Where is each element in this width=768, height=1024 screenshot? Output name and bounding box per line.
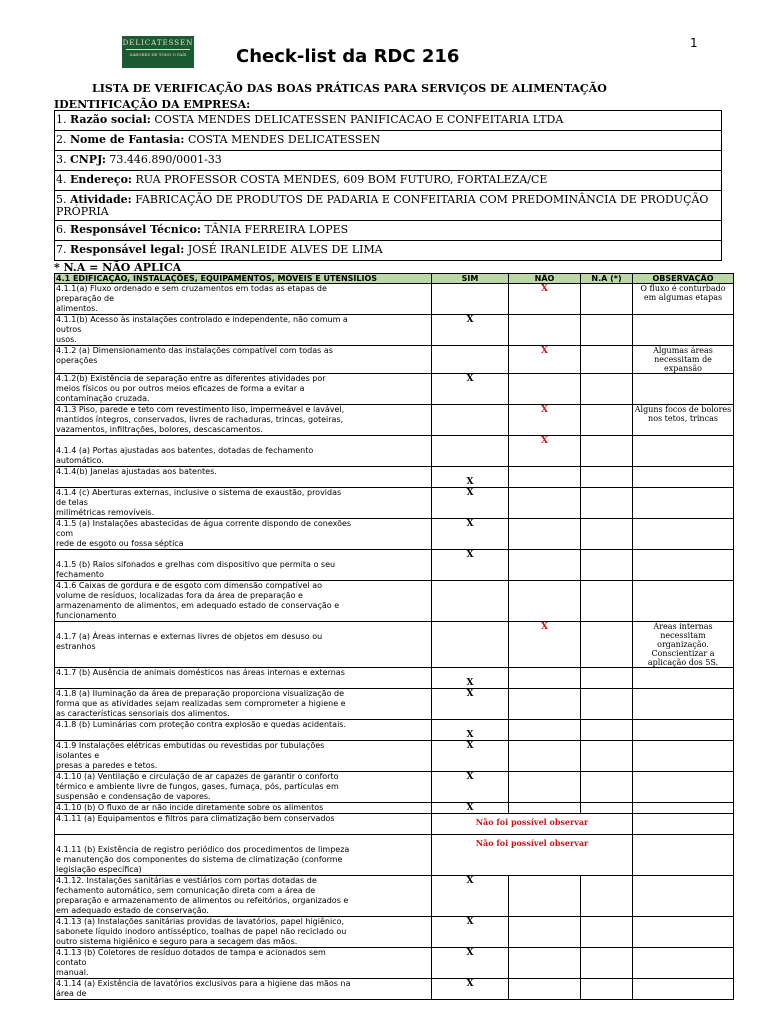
nao-cell xyxy=(509,622,581,668)
checklist-row xyxy=(55,550,734,581)
checklist-item-line: funcionamento xyxy=(56,611,117,620)
checklist-row xyxy=(55,689,734,720)
observation-line: Algumas áreas xyxy=(653,346,713,355)
na-cell xyxy=(581,979,633,1000)
checklist-item xyxy=(55,622,432,668)
identification-row xyxy=(55,111,722,131)
observation-cell xyxy=(633,405,734,436)
checklist-item xyxy=(55,720,432,741)
checklist-item xyxy=(55,668,432,689)
checklist-row xyxy=(55,405,734,436)
sim-cell xyxy=(432,284,509,315)
observation-cell xyxy=(633,374,734,405)
identification-row xyxy=(55,131,722,151)
checklist-item xyxy=(55,917,432,948)
checklist-row xyxy=(55,979,734,1000)
na-cell xyxy=(581,405,633,436)
observation-cell xyxy=(633,315,734,346)
sim-cell-mark xyxy=(433,467,507,477)
observation-line: aplicação dos 5S. xyxy=(647,658,719,667)
sim-cell xyxy=(432,346,509,374)
sim-cell-mark xyxy=(433,720,507,730)
observation-cell xyxy=(633,979,734,1000)
identification-cell xyxy=(55,241,722,261)
checklist-item-line: 4.1.14 (a) Existência de lavatórios exclusivos para a higiene das mãos na xyxy=(56,979,351,988)
checklist-row xyxy=(55,835,734,876)
checklist-item-line xyxy=(56,678,430,688)
na-cell xyxy=(581,284,633,315)
na-cell xyxy=(581,550,633,581)
checklist-item-line: preparação de xyxy=(56,294,115,303)
checklist-item-line: fechamento xyxy=(56,570,104,579)
checklist-item-line: estranhos xyxy=(56,642,96,651)
sim-cell xyxy=(432,979,509,1000)
checklist-row xyxy=(55,814,734,835)
checklist-item-line: 4.1.4 (a) Portas ajustadas aos batentes, dotadas de fechamento xyxy=(56,446,314,455)
checklist-row xyxy=(55,467,734,488)
checklist-item xyxy=(55,581,432,622)
sim-cell xyxy=(432,374,509,405)
na-cell xyxy=(581,948,633,979)
identification-number: 3. xyxy=(56,153,70,166)
checklist-item xyxy=(55,876,432,917)
sim-cell xyxy=(432,803,509,814)
observation-line: Alguns focos de bolores xyxy=(634,405,732,414)
checklist-item-line: alimentos. xyxy=(56,304,98,313)
na-cell xyxy=(581,374,633,405)
checklist-item-line: meios físicos ou por outros meios eficazes de forma a evitar a xyxy=(56,384,305,393)
na-cell xyxy=(581,436,633,467)
checklist-item-line: 4.1.1(a) Fluxo ordenado e sem cruzamentos em todas as etapas de xyxy=(56,284,327,293)
na-cell xyxy=(581,876,633,917)
checklist-item-line xyxy=(56,477,430,487)
sim-cell xyxy=(432,488,509,519)
checklist-item-line: 4.1.4(b) Janelas ajustadas aos batentes. xyxy=(56,467,217,476)
checklist-item-line xyxy=(56,730,430,740)
checklist-item-line xyxy=(56,652,430,662)
identification-number: 2. xyxy=(56,133,70,146)
observation-cell xyxy=(633,581,734,622)
checklist-item-line: preparação e armazenamento de alimentos ou refeitórios, organizados e xyxy=(56,896,349,905)
identification-value: RUA PROFESSOR COSTA MENDES, 609 BOM FUTURO, FORTALEZA/CE xyxy=(131,173,548,186)
checklist-row xyxy=(55,315,734,346)
checklist-item-line: suspensão e condensação de vapores. xyxy=(56,792,211,801)
checklist-item-line xyxy=(56,835,430,845)
checklist-header-row xyxy=(55,274,734,284)
na-cell xyxy=(581,741,633,772)
checklist-item-line: 4.1.3 Piso, parede e teto com revestimento liso, impermeável e lavável, xyxy=(56,405,345,414)
sim-cell xyxy=(432,315,509,346)
identification-label: Endereço: xyxy=(70,173,132,186)
checklist-row xyxy=(55,917,734,948)
checklist-row xyxy=(55,346,734,374)
sim-cell-mark: X xyxy=(466,678,474,688)
checklist-item-line: operações xyxy=(56,356,98,365)
sim-cell xyxy=(432,668,509,689)
observation-cell xyxy=(633,550,734,581)
sim-cell-mark xyxy=(433,668,507,678)
checklist-item xyxy=(55,488,432,519)
checklist-row xyxy=(55,741,734,772)
nao-cell xyxy=(509,772,581,803)
observation-cell xyxy=(633,917,734,948)
sim-cell-mark: X xyxy=(466,488,474,498)
sim-cell-mark: X xyxy=(466,374,474,384)
sim-cell xyxy=(432,550,509,581)
sim-cell xyxy=(432,689,509,720)
checklist-row xyxy=(55,622,734,668)
identification-cell xyxy=(55,131,722,151)
nao-cell-mark: X xyxy=(541,436,548,446)
sim-cell xyxy=(432,876,509,917)
identification-row xyxy=(55,191,722,221)
sim-cell-mark: X xyxy=(466,979,474,989)
nao-cell xyxy=(509,346,581,374)
na-header: N.A (*) xyxy=(581,274,633,284)
sim-cell xyxy=(432,405,509,436)
sim-cell xyxy=(432,581,509,622)
checklist-item-line: vazamentos, infiltrações, bolores, descascamentos. xyxy=(56,425,264,434)
checklist-table xyxy=(54,273,734,1000)
checklist-item-line: e manutenção dos componentes do sistema de climatização (conforme xyxy=(56,855,343,864)
observation-line: em algumas etapas xyxy=(643,293,723,302)
checklist-item-line: 4.1.5 (b) Ralos sifonados e grelhas com dispositivo que permita o seu xyxy=(56,560,336,569)
na-cell xyxy=(581,519,633,550)
nao-cell-mark: X xyxy=(541,346,548,356)
sim-cell xyxy=(432,948,509,979)
checklist-item xyxy=(55,772,432,803)
na-cell xyxy=(581,622,633,668)
observation-cell xyxy=(633,668,734,689)
observation-cell xyxy=(633,622,734,668)
nao-cell xyxy=(509,405,581,436)
identification-row xyxy=(55,221,722,241)
page-title: Check-list da RDC 216 xyxy=(236,46,460,67)
logo-tagline: SABORES DE TODO O PAÍS xyxy=(129,52,187,57)
checklist-row xyxy=(55,488,734,519)
sim-cell xyxy=(432,467,509,488)
checklist-row xyxy=(55,436,734,467)
identification-value: 73.446.890/0001-33 xyxy=(105,153,222,166)
logo-brand: DELICATESSEN xyxy=(122,39,194,47)
nao-cell xyxy=(509,519,581,550)
checklist-item-line: sabonete líquido inodoro antisséptico, toalhas de papel não reciclado ou xyxy=(56,927,347,936)
checklist-row xyxy=(55,803,734,814)
identification-heading: IDENTIFICAÇÃO DA EMPRESA: xyxy=(54,98,251,111)
nao-cell xyxy=(509,741,581,772)
sim-cell-mark: X xyxy=(466,689,474,699)
checklist-row xyxy=(55,948,734,979)
identification-cell xyxy=(55,191,722,221)
nao-cell xyxy=(509,720,581,741)
identification-value: COSTA MENDES DELICATESSEN xyxy=(184,133,381,146)
checklist-item-line: as características sensoriais dos alimentos. xyxy=(56,709,230,718)
checklist-item-line: outro sistema higiênico e seguro para a secagem das mãos. xyxy=(56,937,298,946)
checklist-item-line: 4.1.13 (b) Coletores de resíduo dotados de tampa e acionados sem xyxy=(56,948,326,957)
sim-cell xyxy=(432,436,509,467)
checklist-row xyxy=(55,519,734,550)
observation-cell xyxy=(633,876,734,917)
sim-cell-mark: X xyxy=(466,772,474,782)
na-cell xyxy=(581,803,633,814)
checklist-item-line: 4.1.10 (a) Ventilação e circulação de ar capazes de garantir o conforto xyxy=(56,772,339,781)
checklist-item xyxy=(55,689,432,720)
checklist-item-line: contato xyxy=(56,958,87,967)
nao-cell xyxy=(509,876,581,917)
checklist-item-line: forma que as atividades sejam realizadas sem comprometer a higiene e xyxy=(56,699,346,708)
checklist-item xyxy=(55,803,432,814)
checklist-item xyxy=(55,284,432,315)
sim-cell xyxy=(432,741,509,772)
observation-cell xyxy=(633,803,734,814)
sim-cell-mark: X xyxy=(466,741,474,751)
checklist-item-line: 4.1.2 (a) Dimensionamento das instalações compatível com todas as xyxy=(56,346,333,355)
checklist-item xyxy=(55,436,432,467)
checklist-item xyxy=(55,315,432,346)
nao-cell xyxy=(509,917,581,948)
identification-cell xyxy=(55,171,722,191)
nao-cell-mark: X xyxy=(541,622,548,632)
checklist-item-line: mantidos íntegros, conservados, livres de rachaduras, trincas, goteiras, xyxy=(56,415,344,424)
na-cell xyxy=(581,917,633,948)
observation-cell xyxy=(633,519,734,550)
checklist-row xyxy=(55,720,734,741)
document-subtitle: LISTA DE VERIFICAÇÃO DAS BOAS PRÁTICAS PARA SERVIÇOS DE ALIMENTAÇÃO xyxy=(92,82,607,95)
identification-value: TÂNIA FERREIRA LOPES xyxy=(200,223,349,236)
sim-cell-mark: X xyxy=(466,477,474,487)
checklist-item-line: rede de esgoto ou fossa séptica xyxy=(56,539,184,548)
checklist-row xyxy=(55,284,734,315)
checklist-item-line: 4.1.10 (b) O fluxo de ar não incide diretamente sobre os alimentos xyxy=(56,803,324,812)
na-cell xyxy=(581,315,633,346)
company-logo xyxy=(122,36,194,68)
observation-cell xyxy=(633,467,734,488)
not-observed-note: Não foi possível observar xyxy=(432,835,633,876)
checklist-item-line xyxy=(56,550,430,560)
checklist-item-line: 4.1.5 (a) Instalações abastecidas de água corrente dispondo de conexões xyxy=(56,519,352,528)
sim-cell-mark: X xyxy=(466,948,474,958)
sim-cell xyxy=(432,519,509,550)
checklist-item-line: usos. xyxy=(56,335,77,344)
nao-cell xyxy=(509,668,581,689)
nao-cell xyxy=(509,284,581,315)
nao-cell xyxy=(509,803,581,814)
checklist-item-line xyxy=(56,824,430,834)
na-cell xyxy=(581,772,633,803)
checklist-item-line: 4.1.7 (b) Ausência de animais domésticos nas áreas internas e externas xyxy=(56,668,345,677)
checklist-item xyxy=(55,467,432,488)
checklist-item xyxy=(55,948,432,979)
identification-row xyxy=(55,241,722,261)
nao-cell xyxy=(509,948,581,979)
observation-line: Áreas internas xyxy=(653,622,713,631)
checklist-item-line: automático. xyxy=(56,456,104,465)
nao-cell xyxy=(509,689,581,720)
identification-number: 6. xyxy=(56,223,70,236)
observation-line: Conscientizar a xyxy=(651,649,715,658)
checklist-item-line: 4.1.2(b) Existência de separação entre as diferentes atividades por xyxy=(56,374,326,383)
nao-header: NÃO xyxy=(509,274,581,284)
na-cell xyxy=(581,488,633,519)
observation-cell xyxy=(633,814,734,835)
checklist-item-line: 4.1.8 (b) Luminárias com proteção contra explosão e quedas acidentais. xyxy=(56,720,347,729)
observation-line: nos tetos, trincas xyxy=(648,414,718,423)
identification-number: 5. xyxy=(56,193,70,206)
na-cell xyxy=(581,689,633,720)
observation-cell xyxy=(633,284,734,315)
identification-label: CNPJ: xyxy=(70,153,106,166)
checklist-item xyxy=(55,374,432,405)
checklist-item-line xyxy=(56,436,430,446)
sim-cell-mark: X xyxy=(466,519,474,529)
section-header: 4.1 EDIFICAÇÃO, INSTALAÇÕES, EQUIPAMENTOS, MÓVEIS E UTENSÍLIOS xyxy=(55,274,432,284)
observation-cell xyxy=(633,346,734,374)
sim-cell-mark: X xyxy=(466,917,474,927)
checklist-item xyxy=(55,519,432,550)
observation-cell xyxy=(633,741,734,772)
checklist-item-line: manual. xyxy=(56,968,89,977)
checklist-item-line: presas a paredes e tetos. xyxy=(56,761,158,770)
checklist-item xyxy=(55,979,432,1000)
na-legend: * N.A = NÃO APLICA xyxy=(54,261,182,274)
observation-cell xyxy=(633,488,734,519)
na-cell xyxy=(581,668,633,689)
sim-cell-mark: X xyxy=(466,730,474,740)
nao-cell xyxy=(509,488,581,519)
sim-cell xyxy=(432,772,509,803)
sim-header: SIM xyxy=(432,274,509,284)
checklist-item-line: 4.1.8 (a) Iluminação da área de preparação proporciona visualização de xyxy=(56,689,345,698)
checklist-item-line: de telas xyxy=(56,498,88,507)
identification-cell xyxy=(55,111,722,131)
nao-cell-mark: X xyxy=(541,284,548,294)
sim-cell xyxy=(432,720,509,741)
identification-row xyxy=(55,171,722,191)
identification-cell xyxy=(55,151,722,171)
observation-cell xyxy=(633,948,734,979)
checklist-row xyxy=(55,374,734,405)
checklist-item-line: milimétricas removíveis. xyxy=(56,508,155,517)
not-observed-note: Não foi possível observar xyxy=(432,814,633,835)
nao-cell xyxy=(509,374,581,405)
observation-line: O fluxo é conturbado xyxy=(640,284,726,293)
observation-cell xyxy=(633,720,734,741)
checklist-item xyxy=(55,405,432,436)
nao-cell xyxy=(509,467,581,488)
checklist-item xyxy=(55,550,432,581)
checklist-row xyxy=(55,668,734,689)
page-number: 1 xyxy=(690,36,698,50)
sim-cell xyxy=(432,917,509,948)
identification-label: Responsável legal: xyxy=(70,243,185,256)
na-cell xyxy=(581,346,633,374)
nao-cell xyxy=(509,315,581,346)
na-cell xyxy=(581,467,633,488)
identification-label: Razão social: xyxy=(70,113,151,126)
observation-header: OBSERVAÇÃO xyxy=(633,274,734,284)
checklist-item-line: fechamento automático, sem comunicação direta com a área de xyxy=(56,886,316,895)
identification-number: 7. xyxy=(56,243,70,256)
checklist-item-line: 4.1.9 Instalações elétricas embutidas ou revestidas por tubulações xyxy=(56,741,325,750)
sim-cell-mark: X xyxy=(466,876,474,886)
identification-label: Atividade: xyxy=(70,193,132,206)
identification-label: Nome de Fantasia: xyxy=(70,133,185,146)
checklist-item-line xyxy=(56,622,430,632)
observation-cell xyxy=(633,436,734,467)
sim-cell xyxy=(432,622,509,668)
checklist-item xyxy=(55,835,432,876)
identification-table xyxy=(54,110,722,261)
observation-cell xyxy=(633,772,734,803)
nao-cell xyxy=(509,581,581,622)
checklist-row xyxy=(55,876,734,917)
identification-value: FABRICAÇÃO DE PRODUTOS DE PADARIA E CONFEITARIA COM PREDOMINÂNCIA DE PRODUÇÃO PRÓPRIA xyxy=(56,193,709,218)
observation-line: necessitam de expansão xyxy=(654,355,712,373)
checklist-item-line: 4.1.1(b) Acesso às instalações controlado e independente, não comum a xyxy=(56,315,348,324)
observation-line: necessitam organização. xyxy=(657,631,709,649)
checklist-item-line: 4.1.4 (c) Aberturas externas, inclusive o sistema de exaustão, providas xyxy=(56,488,342,497)
nao-cell-mark: X xyxy=(541,405,548,415)
checklist-item-line: 4.1.6 Caixas de gordura e de esgoto com dimensão compatível ao xyxy=(56,581,323,590)
nao-cell xyxy=(509,979,581,1000)
checklist-row xyxy=(55,581,734,622)
identification-row xyxy=(55,151,722,171)
checklist-item-line: com xyxy=(56,529,74,538)
checklist-item-line: 4.1.11 (b) Existência de registro periódico dos procedimentos de limpeza xyxy=(56,845,350,854)
identification-cell xyxy=(55,221,722,241)
checklist-item-line: 4.1.11 (a) Equipamentos e filtros para climatização bem conservados xyxy=(56,814,335,823)
checklist-item-line: em adequado estado de conservação. xyxy=(56,906,209,915)
identification-label: Responsável Técnico: xyxy=(70,223,201,236)
checklist-item-line: 4.1.12. Instalações sanitárias e vestiários com portas dotadas de xyxy=(56,876,317,885)
observation-cell xyxy=(633,689,734,720)
checklist-row xyxy=(55,772,734,803)
nao-cell xyxy=(509,550,581,581)
checklist-item xyxy=(55,346,432,374)
identification-number: 1. xyxy=(56,113,70,126)
sim-cell-mark: X xyxy=(466,803,474,813)
checklist-item-line: 4.1.7 (a) Áreas internas e externas livres de objetos em desuso ou xyxy=(56,632,323,641)
checklist-item-line: contaminação cruzada. xyxy=(56,394,150,403)
sim-cell-mark: X xyxy=(466,550,474,560)
checklist-item-line: térmico e ambiente livre de fungos, gases, fumaça, pós, partículas em xyxy=(56,782,339,791)
checklist-item-line: área de xyxy=(56,989,87,998)
logo-divider xyxy=(126,49,190,50)
na-cell xyxy=(581,720,633,741)
sim-cell-mark: X xyxy=(466,315,474,325)
identification-number: 4. xyxy=(56,173,70,186)
checklist-item-line: legislação específica) xyxy=(56,865,142,874)
checklist-item-line: 4.1.13 (a) Instalações sanitárias providas de lavatórios, papel higiênico, xyxy=(56,917,345,926)
identification-value: COSTA MENDES DELICATESSEN PANIFICACAO E CONFEITARIA LTDA xyxy=(150,113,564,126)
nao-cell xyxy=(509,436,581,467)
checklist-item-line: isolantes e xyxy=(56,751,100,760)
checklist-item xyxy=(55,814,432,835)
identification-value: JOSÉ IRANLEIDE ALVES DE LIMA xyxy=(184,243,383,256)
checklist-item-line: outros xyxy=(56,325,82,334)
checklist-item-line: armazenamento de alimentos, em adequado estado de conservação e xyxy=(56,601,340,610)
checklist-item xyxy=(55,741,432,772)
na-cell xyxy=(581,581,633,622)
observation-cell xyxy=(633,835,734,876)
checklist-item-line: volume de resíduos, localizadas fora da área de preparação e xyxy=(56,591,303,600)
